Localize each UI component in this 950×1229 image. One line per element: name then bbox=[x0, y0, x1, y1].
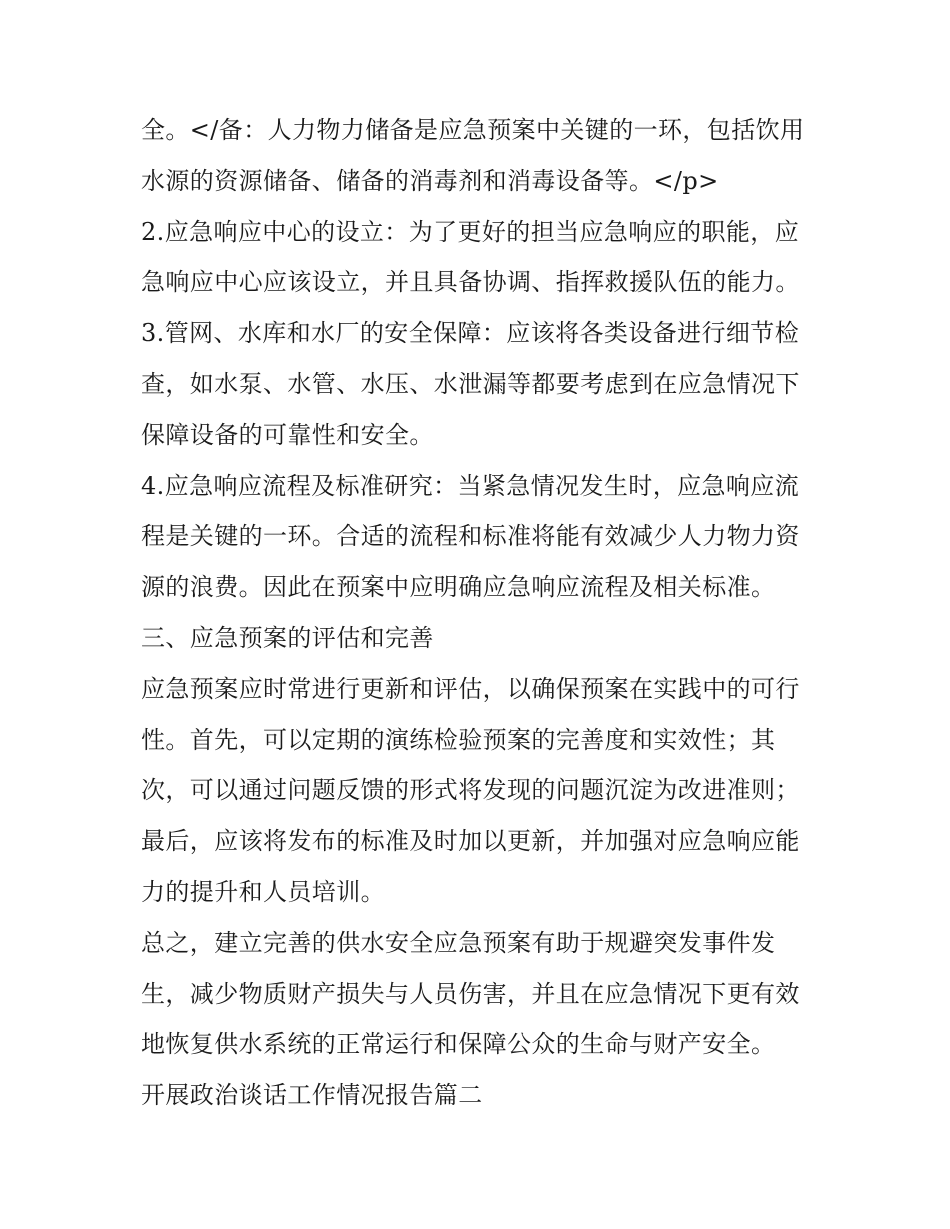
next-article-title: 开展政治谈话工作情况报告篇二 bbox=[141, 1081, 483, 1110]
document-body bbox=[141, 105, 821, 1121]
paragraph-conclusion: 总之，建立完善的供水安全应急预案有助于规避突发事件发生，减少物质财产损失与人员伤害，并且在应急情况下更有效地恢复供水系统的正常运行和保障公众的生命与财产安全。 bbox=[141, 928, 800, 1059]
paragraph-facility-safety: 3.管网、水库和水厂的安全保障：应该将各类设备进行细节检查，如水泵、水管、水压、水泄漏等都要考虑到在应急情况下保障设备的可靠性和安全。 bbox=[141, 319, 800, 449]
paragraph-reserves: 全。</备：人力物力储备是应急预案中关键的一环，包括饮用水源的资源储备、储备的消毒剂和消毒设备等。</p> bbox=[141, 116, 805, 195]
paragraph-response-process: 4.应急响应流程及标准研究：当紧急情况发生时，应急响应流程是关键的一环。合适的流程和标准将能有效减少人力物力资源的浪费。因此在预案中应明确应急响应流程及相关标准。 bbox=[141, 471, 800, 602]
paragraph-response-center: 2.应急响应中心的设立：为了更好的担当应急响应的职能，应急响应中心应该设立，并且具备协调、指挥救援队伍的能力。 bbox=[141, 217, 800, 297]
section-heading-evaluation: 三、应急预案的评估和完善 bbox=[141, 623, 434, 652]
paragraph-evaluation: 应急预案应时常进行更新和评估，以确保预案在实践中的可行性。首先，可以定期的演练检验预案的完善度和实效性；其次，可以通过问题反馈的形式将发现的问题沉淀为改进准则；最后，应该将发布的标准及时加以更新，并加强对应急响应能力的提升和人员培训。 bbox=[141, 674, 800, 906]
